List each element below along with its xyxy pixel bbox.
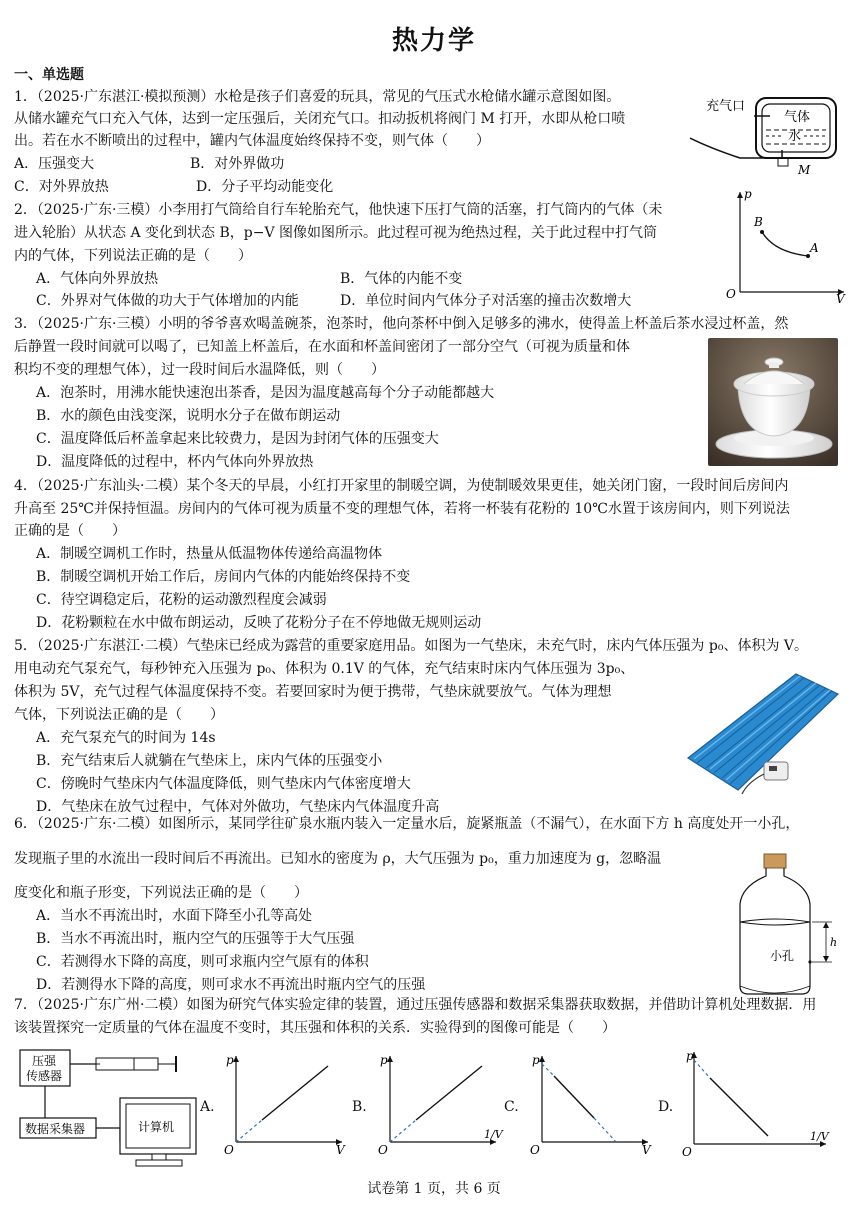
q2-axis-v: V — [836, 292, 845, 304]
q2-axis-p: p — [744, 187, 752, 201]
q5-line-4: 气体，下列说法正确的是（ ） — [14, 707, 224, 723]
q7-graph-d-label: D. — [658, 1099, 674, 1115]
q6-option-d: D．若测得水下降的高度，则可求水不再流出时瓶内空气的压强 — [36, 977, 426, 993]
q5-line-2: 用电动充气泵充气，每秒钟充入压强为 p₀、体积为 0.1V 的气体，充气结束时床内气体压强为 3p₀、 — [14, 661, 635, 677]
q5-air-mattress-photo — [680, 662, 844, 804]
q7-computer-label: 计算机 — [138, 1120, 175, 1134]
q2-line-2: 进入轮胎）从状态 A 变化到状态 B，p−V 图像如图所示。此过程可视为绝热过程，关于此过程中打气筒 — [14, 225, 657, 241]
q3-option-a: A．泡茶时，用沸水能快速泡出茶香，是因为温度越高每个分子动能都越大 — [36, 385, 495, 401]
q6-option-c: C．若测得水下降的高度，则可求瓶内空气原有的体积 — [36, 954, 369, 970]
q7-graph-d-y-axis: p — [686, 1049, 694, 1063]
q5-line-3: 体积为 5V，充气过程气体温度保持不变。若要回家时为便于携带，气垫床就要放气。气体为理想 — [14, 684, 612, 700]
q4-line-1: 4．（2025·广东汕头·二模）某个冬天的早晨，小红打开家里的制暖空调，为使制暖效果更佳，她关闭门窗，一段时间后房间内 — [14, 478, 789, 494]
q1-water-label: 水 — [788, 129, 802, 144]
q7-graph-c-y-axis: p — [532, 1053, 540, 1067]
q3-option-d: D．温度降低的过程中，杯内气体向外界放热 — [36, 454, 314, 470]
q7-graph-d — [676, 1048, 836, 1158]
q2-pv-graph — [722, 186, 854, 304]
q4-line-2: 升高至 25℃并保持恒温。房间内的气体可视为质量不变的理想气体，若将一杯装有花粉的 10℃水置于该房间内，则下列说法 — [14, 501, 790, 517]
q6-option-a: A．当水不再流出时，水面下降至小孔等高处 — [36, 908, 313, 924]
q7-graph-c — [524, 1052, 658, 1156]
q6-hole-label: 小孔 — [770, 949, 795, 963]
q3-line-1: 3．（2025·广东·三模）小明的爷爷喜欢喝盖碗茶，泡茶时，他向茶杯中倒入足够多的沸水，使得盖上杯盖后茶水浸过杯盖，然 — [14, 316, 789, 332]
q7-graph-b-x-axis: 1/V — [484, 1128, 503, 1141]
q7-graph-b-origin: O — [378, 1143, 388, 1156]
q2-line-1: 2．（2025·广东·三模）小李用打气筒给自行车轮胎充气，他快速下压打气筒的活塞，打气筒内的气体（未 — [14, 202, 663, 218]
q3-gaiwan-teacup-photo — [708, 338, 838, 466]
q6-line-2: 发现瓶子里的水流出一段时间后不再流出。已知水的密度为 ρ，大气压强为 p₀，重力加速度为 g，忽略温 — [14, 851, 662, 867]
q7-line-1: 7．（2025·广东广州·二模）如图为研究气体实验定律的装置，通过压强传感器和数据采集器获取数据，并借助计算机处理数据．用 — [14, 997, 817, 1013]
q7-graph-d-x-axis: 1/V — [810, 1130, 829, 1143]
q4-option-a: A．制暖空调机工作时，热量从低温物体传递给高温物体 — [36, 546, 383, 562]
section-heading: 一、单选题 — [14, 67, 84, 83]
q5-line-1: 5．（2025·广东湛江·二模）气垫床已经成为露营的重要家庭用品。如图为一气垫床，未充气时，床内气体压强为 p₀、体积为 V。 — [14, 638, 809, 654]
q7-graph-b — [372, 1052, 506, 1156]
q1-option-a: A．压强变大 — [14, 156, 95, 172]
q1-line-3: 出。若在水不断喷出的过程中，罐内气体温度始终保持不变，则气体（ ） — [14, 133, 490, 149]
q7-sensor-label-1: 压强 — [32, 1054, 57, 1068]
q2-option-a: A．气体向外界放热 — [36, 271, 159, 287]
q5-option-d: D．气垫床在放气过程中，气体对外做功，气垫床内气体温度升高 — [36, 799, 440, 815]
q2-option-b: B．气体的内能不变 — [340, 271, 463, 287]
q7-graph-b-y-axis: p — [380, 1053, 388, 1067]
q7-graph-c-x-axis: V — [642, 1143, 651, 1156]
q3-option-b: B．水的颜色由浅变深，说明水分子在做布朗运动 — [36, 408, 341, 424]
q1-option-d: D．分子平均动能变化 — [196, 179, 334, 195]
q5-option-c: C．傍晚时气垫床内气体温度降低，则气垫床内气体密度增大 — [36, 776, 411, 792]
q7-sensor-label-2: 传感器 — [26, 1069, 63, 1083]
q1-inlet-label: 充气口 — [706, 99, 746, 114]
q2-line-3: 内的气体，下列说法正确的是（ ） — [14, 248, 252, 264]
q7-graph-d-origin: O — [682, 1145, 692, 1158]
q6-line-3: 度变化和瓶子形变，下列说法正确的是（ ） — [14, 885, 308, 901]
q2-point-b: B — [754, 215, 763, 229]
q1-option-b: B．对外界做功 — [190, 156, 285, 172]
q1-gas-label: 气体 — [784, 110, 811, 125]
q3-line-3: 积均不变的理想气体），过一段时间后水温降低，则（ ） — [14, 362, 385, 378]
q6-height-label: h — [830, 936, 838, 949]
q7-graph-a-origin: O — [224, 1143, 234, 1156]
q2-point-a: A — [810, 241, 819, 255]
page-title: 热力学 — [391, 26, 476, 56]
q4-option-c: C．待空调稳定后，花粉的运动激烈程度会减弱 — [36, 592, 327, 608]
q7-graph-a-x-axis: V — [336, 1143, 345, 1156]
q7-line-2: 该装置探究一定质量的气体在温度不变时，其压强和体积的关系．实验得到的图像可能是（ ） — [14, 1020, 616, 1036]
q3-option-c: C．温度降低后杯盖拿起来比较费力，是因为封闭气体的压强变大 — [36, 431, 439, 447]
q7-graph-c-label: C. — [504, 1099, 519, 1115]
q7-apparatus-figure — [16, 1046, 206, 1172]
q7-graph-a — [218, 1052, 352, 1156]
q2-option-d: D．单位时间内气体分子对活塞的撞击次数增大 — [340, 293, 632, 309]
q1-line-1: 1．（2025·广东湛江·模拟预测）水枪是孩子们喜爱的玩具，常见的气压式水枪储水罐示意图如图。 — [14, 89, 621, 105]
q6-line-1: 6．（2025·广东·二模）如图所示，某同学往矿泉水瓶内装入一定量水后，旋紧瓶盖（不漏气），在水面下方 h 高度处开一小孔， — [14, 816, 800, 832]
q1-line-2: 从储水罐充气口充入气体，达到一定压强后，关闭充气口。扣动扳机将阀门 M 打开，水即从枪口喷 — [14, 111, 626, 127]
q4-option-d: D．花粉颗粒在水中做布朗运动，反映了花粉分子在不停地做无规则运动 — [36, 615, 482, 631]
q4-line-3: 正确的是（ ） — [14, 523, 126, 539]
page-footer: 试卷第 1 页，共 6 页 — [367, 1181, 501, 1197]
q6-bottle-figure — [726, 850, 848, 1000]
q7-graph-b-label: B. — [352, 1099, 367, 1115]
q7-graph-c-origin: O — [530, 1143, 540, 1156]
q5-option-b: B．充气结束后人就躺在气垫床上，床内气体的压强变小 — [36, 753, 383, 769]
q1-water-tank-figure — [690, 88, 850, 183]
q7-graph-a-label: A. — [200, 1099, 215, 1115]
q2-option-c: C．外界对气体做的功大于气体增加的内能 — [36, 293, 299, 309]
q5-option-a: A．充气泵充气的时间为 14s — [36, 730, 216, 746]
q3-line-2: 后静置一段时间就可以喝了，已知盖上杯盖后，在水面和杯盖间密闭了一部分空气（可视为质量和体 — [14, 339, 630, 355]
q1-valve-label: M — [798, 163, 811, 177]
q2-origin: O — [726, 287, 736, 301]
q7-graph-a-y-axis: p — [226, 1053, 234, 1067]
q6-option-b: B．当水不再流出时，瓶内空气的压强等于大气压强 — [36, 931, 355, 947]
q1-option-c: C．对外界放热 — [14, 179, 109, 195]
q7-collector-label: 数据采集器 — [25, 1122, 86, 1136]
q4-option-b: B．制暖空调机开始工作后，房间内气体的内能始终保持不变 — [36, 569, 411, 585]
